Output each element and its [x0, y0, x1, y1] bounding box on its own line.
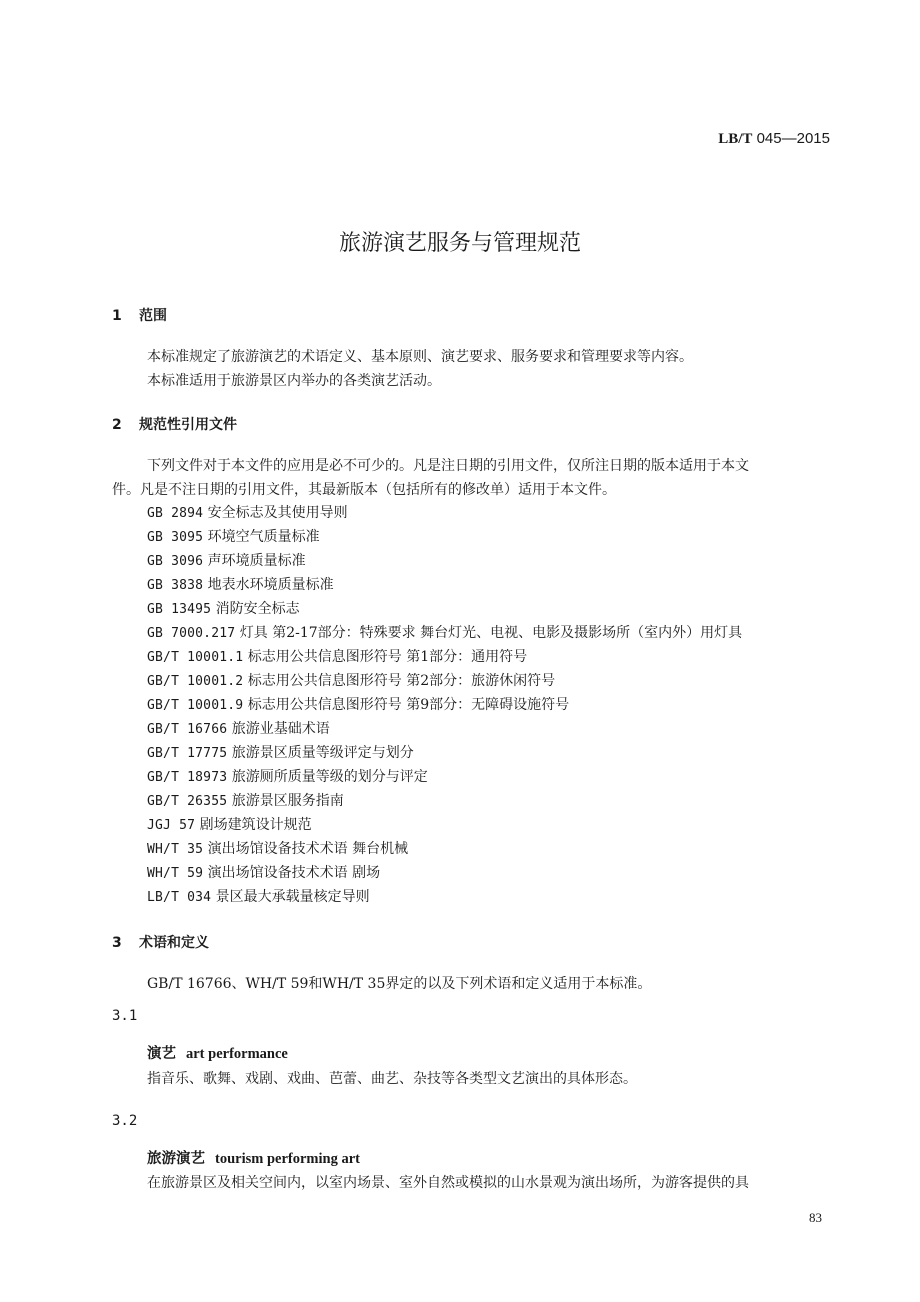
- section-2-heading: [112, 414, 237, 434]
- reference-item: GB/T 10001.1 标志用公共信息图形符号 第1部分：通用符号: [147, 649, 528, 665]
- section-number: 3: [112, 935, 122, 951]
- reference-item: GB 2894 安全标志及其使用导则: [147, 505, 348, 521]
- section-1-heading: [112, 305, 167, 325]
- term-number: 3.2: [112, 1113, 138, 1129]
- reference-item: GB 13495 消防安全标志: [147, 601, 300, 617]
- reference-item: GB/T 26355 旅游景区服务指南: [147, 793, 344, 809]
- reference-item: JGJ 57 剧场建筑设计规范: [147, 817, 312, 833]
- section-2-intro-line-2: 件。凡是不注日期的引用文件，其最新版本（包括所有的修改单）适用于本文件。: [112, 482, 616, 498]
- term-cn: 演艺: [147, 1046, 176, 1062]
- term-definition: 指音乐、歌舞、戏剧、戏曲、芭蕾、曲艺、杂技等各类型文艺演出的具体形态。: [147, 1071, 637, 1087]
- term-number: 3.1: [112, 1008, 138, 1024]
- reference-item: GB/T 16766 旅游业基础术语: [147, 721, 330, 737]
- section-title: 术语和定义: [139, 935, 209, 951]
- section-title: 规范性引用文件: [139, 417, 237, 433]
- term-definition: 在旅游景区及相关空间内，以室内场景、室外自然或模拟的山水景观为演出场所，为游客提供的具: [147, 1175, 749, 1191]
- term-en: art performance: [186, 1046, 288, 1062]
- reference-item: GB/T 10001.9 标志用公共信息图形符号 第9部分：无障碍设施符号: [147, 697, 570, 713]
- section-1-line-1: 本标准规定了旅游演艺的术语定义、基本原则、演艺要求、服务要求和管理要求等内容。: [147, 349, 693, 365]
- reference-item: LB/T 034 景区最大承载量核定导则: [147, 889, 370, 905]
- reference-item: GB/T 17775 旅游景区质量等级评定与划分: [147, 745, 414, 761]
- document-title: 旅游演艺服务与管理规范: [338, 231, 581, 256]
- section-number: 2: [112, 417, 122, 433]
- section-1-line-2: 本标准适用于旅游景区内举办的各类演艺活动。: [147, 373, 441, 389]
- term-cn: 旅游演艺: [147, 1151, 205, 1167]
- section-3-intro: GB/T 16766、WH/T 59和WH/T 35界定的以及下列术语和定义适用于本标准。: [147, 976, 652, 992]
- reference-item: GB/T 10001.2 标志用公共信息图形符号 第2部分：旅游休闲符号: [147, 673, 556, 689]
- page-number: 83: [809, 1210, 822, 1225]
- term-heading: [147, 1042, 288, 1063]
- reference-item: GB/T 18973 旅游厕所质量等级的划分与评定: [147, 769, 428, 785]
- section-2-intro-line-1: 下列文件对于本文件的应用是必不可少的。凡是注日期的引用文件，仅所注日期的版本适用于本文: [147, 458, 749, 474]
- section-number: 1: [112, 308, 122, 324]
- reference-item: GB 3838 地表水环境质量标准: [147, 577, 334, 593]
- standard-code-prefix: LB/T: [718, 131, 753, 147]
- reference-item: GB 3096 声环境质量标准: [147, 553, 306, 569]
- reference-item: WH/T 59 演出场馆设备技术术语 剧场: [147, 865, 381, 881]
- standard-code: [718, 130, 830, 148]
- reference-item: GB 7000.217 灯具 第2-17部分：特殊要求 舞台灯光、电视、电影及摄影场所（室内外）用灯具: [147, 625, 743, 641]
- section-title: 范围: [139, 308, 167, 324]
- term-en: tourism performing art: [215, 1151, 360, 1167]
- standard-code-number: 045—2015: [756, 130, 830, 147]
- term-heading: [147, 1147, 360, 1168]
- section-3-heading: [112, 932, 209, 952]
- reference-item: GB 3095 环境空气质量标准: [147, 529, 320, 545]
- reference-item: WH/T 35 演出场馆设备技术术语 舞台机械: [147, 841, 409, 857]
